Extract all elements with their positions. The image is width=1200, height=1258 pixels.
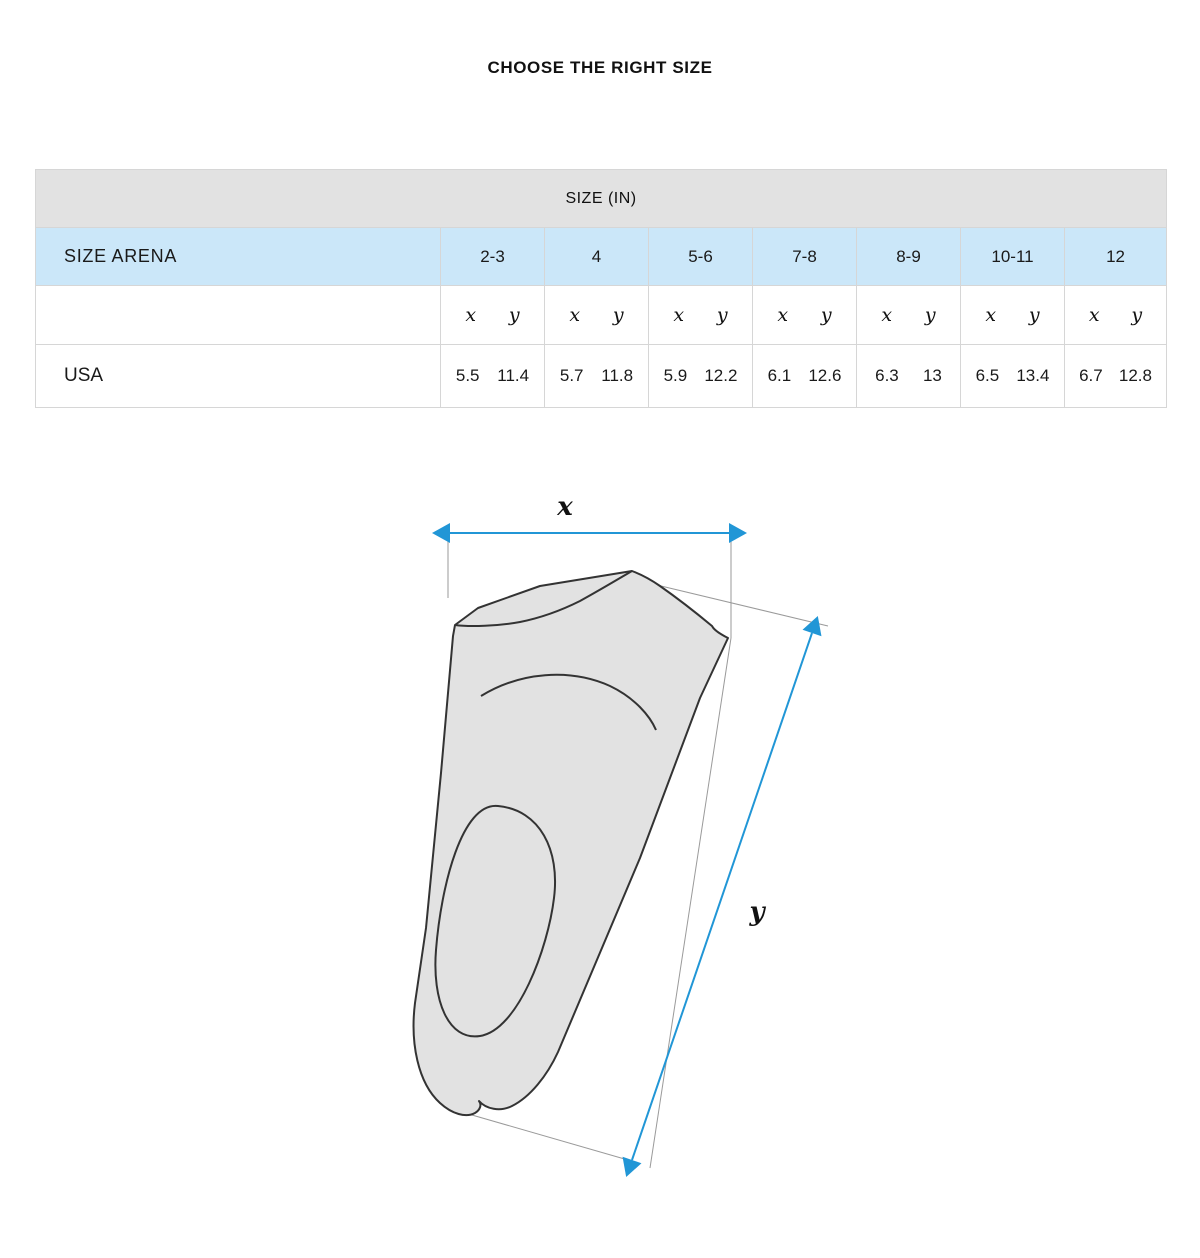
insole-shape [414, 571, 728, 1115]
y-axis-label: y [749, 897, 765, 927]
axis-header-pair [649, 286, 753, 345]
value-y: 12.2 [704, 366, 738, 385]
size-column-header: 7-8 [753, 228, 857, 286]
size-column-header: 10-11 [961, 228, 1065, 286]
axis-y-label: y [716, 304, 728, 326]
size-chart-table [35, 169, 1166, 408]
axis-header-pair [545, 286, 649, 345]
value-x: 6.7 [1079, 366, 1103, 385]
axis-header-pair [753, 286, 857, 345]
value-y: 12.6 [808, 366, 842, 385]
size-column-header: 5-6 [649, 228, 753, 286]
value-x: 5.9 [663, 366, 688, 385]
value-x: 6.1 [767, 366, 792, 385]
axis-x-label: x [569, 304, 581, 326]
value-y: 13 [922, 366, 942, 385]
measurement-pair [545, 345, 649, 408]
axis-header-pair [857, 286, 961, 345]
measurement-pair [1065, 345, 1167, 408]
value-x: 6.3 [875, 366, 899, 385]
value-y: 13.4 [1016, 366, 1050, 385]
axis-y-label: y [1028, 304, 1040, 326]
group-header-cell: SIZE (IN) [36, 170, 1167, 228]
axis-header-pair [441, 286, 545, 345]
axis-y-label: y [924, 304, 936, 326]
axis-y-label: y [1131, 304, 1143, 326]
value-x: 5.7 [559, 366, 584, 385]
measurement-pair [961, 345, 1065, 408]
axis-x-label: x [1088, 304, 1100, 326]
page-title: CHOOSE THE RIGHT SIZE [487, 58, 713, 77]
axis-header-blank [36, 286, 441, 345]
value-y: 11.8 [601, 366, 634, 385]
x-dimension-arrow [450, 492, 729, 533]
size-column-header: 2-3 [441, 228, 545, 286]
axis-header-pair [1065, 286, 1167, 345]
axis-header-pair [961, 286, 1065, 345]
measurement-pair [441, 345, 545, 408]
measurement-pair [649, 345, 753, 408]
value-x: 5.5 [455, 366, 480, 385]
axis-x-label: x [985, 304, 997, 326]
axis-y-label: y [612, 304, 624, 326]
value-y: 12.8 [1118, 366, 1152, 385]
size-column-header: 8-9 [857, 228, 961, 286]
measurement-pair [753, 345, 857, 408]
x-axis-label: x [557, 492, 573, 522]
size-arena-label: SIZE ARENA [36, 228, 441, 286]
row-country-label: USA [36, 345, 441, 408]
insole-measurement-diagram [0, 458, 1200, 1218]
table-row-sizes [36, 228, 1167, 286]
axis-x-label: x [465, 304, 477, 326]
axis-x-label: x [777, 304, 789, 326]
table-row-axis-headers [36, 286, 1167, 345]
axis-y-label: y [820, 304, 832, 326]
value-y: 11.4 [497, 366, 530, 385]
axis-x-label: x [673, 304, 685, 326]
table-row [36, 345, 1167, 408]
size-column-header: 12 [1065, 228, 1167, 286]
table-row-group-header [36, 170, 1167, 228]
measurement-pair [857, 345, 961, 408]
size-column-header: 4 [545, 228, 649, 286]
value-x: 6.5 [975, 366, 1000, 385]
axis-x-label: x [881, 304, 893, 326]
axis-y-label: y [508, 304, 520, 326]
